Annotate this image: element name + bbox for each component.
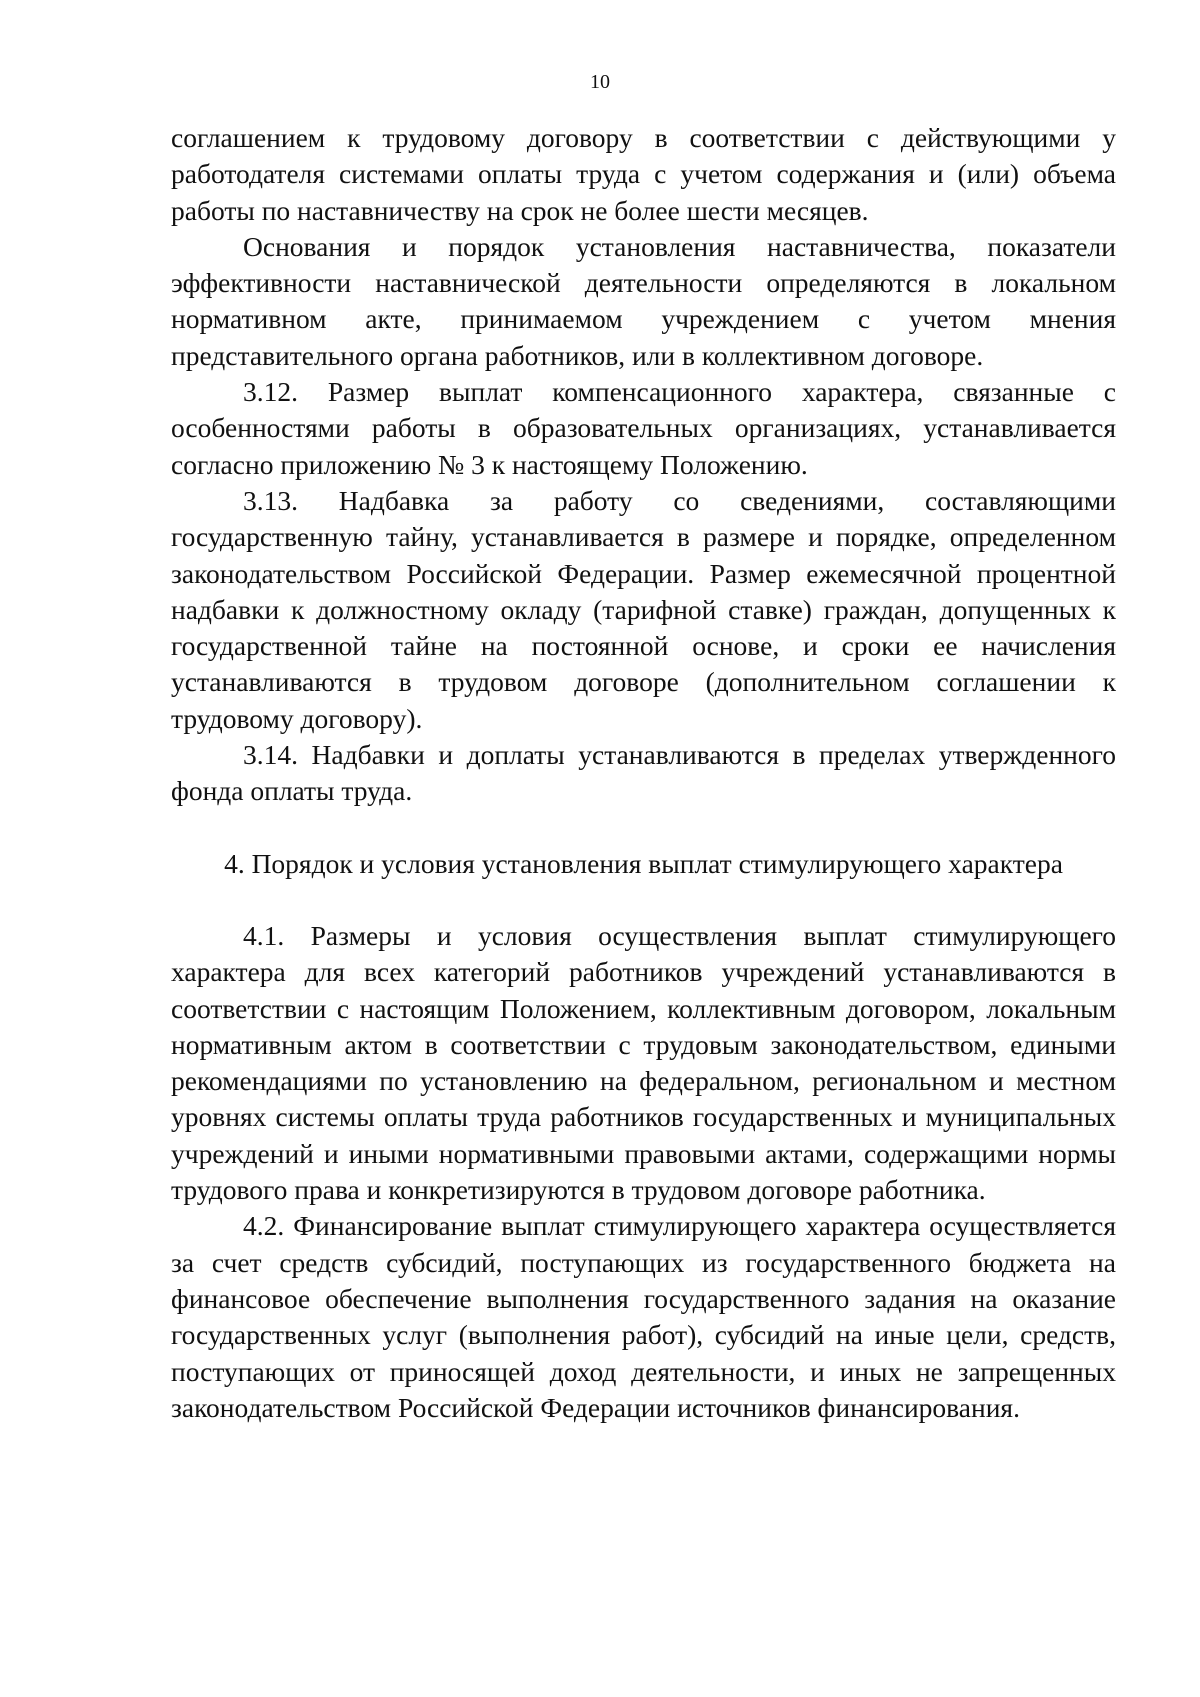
page-number: 10 (590, 71, 610, 93)
paragraph-3-13: 3.13. Надбавка за работу со сведениями, составляющими государственную тайну, устанавливается в размере и порядке, определенном законодательством Российской Федерации. Размер ежемесячной процентной надбавки к должностному окладу (тарифной ставке) граждан, допущенных к государственной тайне на постоянной основе, и сроки ее начисления устанавливаются в трудовом договоре (дополнительном соглашении к трудовому договору). (171, 484, 1116, 734)
paragraph-mentorship-basis: Основания и порядок установления наставничества, показатели эффективности наставнической деятельности определяются в локальном нормативном акте, принимаемом учреждением с учетом мнения представительного органа работников, или в коллективном договоре. (171, 230, 1116, 371)
paragraph-4-1: 4.1. Размеры и условия осуществления выплат стимулирующего характера для всех категорий работников учреждений устанавливаются в соответствии с настоящим Положением, коллективным договором, локальным нормативным актом в соответствии с трудовым законодательством, едиными рекомендациями по установлению на федеральном, региональном и местном уровнях системы оплаты труда работников государственных и муниципальных учреждений и иными нормативными правовыми актами, содержащими нормы трудового права и конкретизируются в трудовом договоре работника. (171, 919, 1116, 1206)
section-heading: 4. Порядок и условия установления выплат стимулирующего характера (224, 847, 1063, 879)
paragraph-3-14: 3.14. Надбавки и доплаты устанавливаются в пределах утвержденного фонда оплаты труда. (171, 739, 1116, 807)
document-body (171, 120, 1116, 1426)
paragraph-continuation: соглашением к трудовому договору в соответствии с действующими у работодателя системами оплаты труда с учетом содержания и (или) объема работы по наставничеству на срок не более шести месяцев. (171, 122, 1116, 226)
paragraph-4-2: 4.2. Финансирование выплат стимулирующего характера осуществляется за счет средств субсидий, поступающих из государственного бюджета на финансовое обеспечение выполнения государственного задания на оказание государственных услуг (выполнения работ), субсидий на иные цели, средств, поступающих от приносящей доход деятельности, и иных не запрещенных законодательством Российской Федерации источников финансирования. (171, 1210, 1116, 1423)
paragraph-3-12: 3.12. Размер выплат компенсационного характера, связанные с особенностями работы в образовательных организациях, устанавливается согласно приложению № 3 к настоящему Положению. (171, 376, 1116, 480)
